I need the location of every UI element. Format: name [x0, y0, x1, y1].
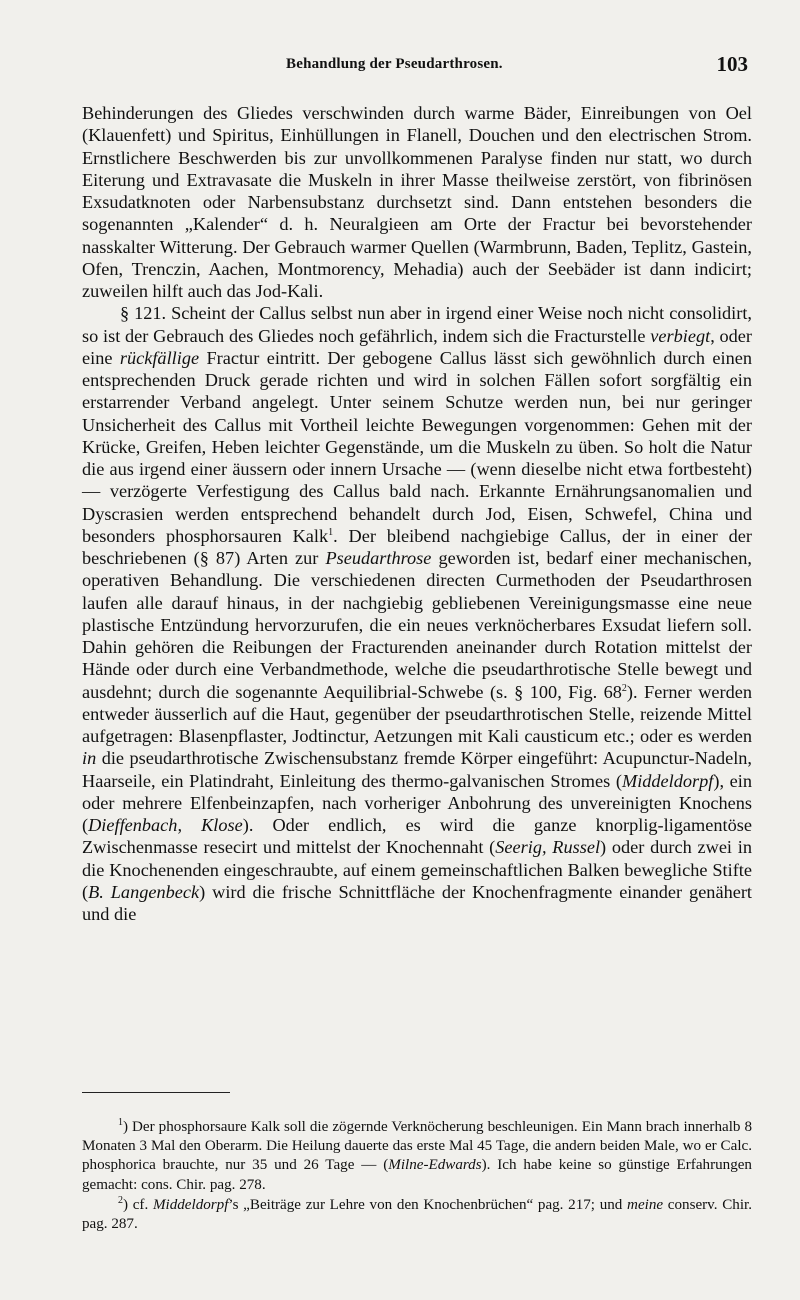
- text-run: die pseudarthrotische Zwischensubstanz fremde Körper eingeführt: Acupunctur-Nadeln, Haarseile, ein Platindraht, Einleitung des thermo-galvanischen Stromes (: [82, 748, 752, 791]
- emphasis-pseudarthrose: Pseudarthrose: [325, 548, 432, 568]
- text-run: ). Ich habe keine so günstige Erfahrungen gemacht: cons. Chir. pag. 278.: [82, 1157, 752, 1193]
- paragraph-section-121: [82, 302, 752, 925]
- footnote-marker-1: 1: [118, 1116, 123, 1128]
- text-run: geworden ist, bedarf einer mechanischen, operativen Behandlung. Die verschiedenen directen Curmethoden der Pseudarthrosen laufen alle darauf hinaus, in der nachgiebig gebliebenen Vereinigungsmasse eine neue plastische Entzündung hervorzurufen, die ein neues verknöcherbares Exsudat liefern soll. Dahin gehören die Reibungen der Fracturenden aneinander durch Rotation mittelst der Hände oder durch eine Verbandmethode, welche die pseudarthrotische Stelle bewegt und ausdehnt; durch die sogenannte Aequilibrial-Schwebe (s. § 100, Fig. 68: [82, 548, 752, 702]
- text-run: , oder eine: [82, 325, 752, 368]
- footnotes: [82, 1118, 752, 1234]
- footnote-divider: [82, 1092, 230, 1093]
- author-seerig-russel: Seerig, Russel: [495, 837, 601, 858]
- footnote-marker-2: 2: [118, 1194, 123, 1206]
- page-header: [0, 52, 800, 80]
- author-langenbeck: B. Langenbeck: [88, 881, 200, 902]
- text-run: . Der bleibend nachgiebige Callus, der in einer der beschriebenen (§ 87) Arten zur: [82, 525, 752, 568]
- footnote-2: [82, 1196, 752, 1234]
- text-run: ). Ferner werden entweder äusserlich auf die Haut, gegenüber der pseudarthrotischen Stelle, reizende Mittel aufgetragen: Blasenpflaster, Jodtinctur, Aetzungen mit Kali causticum etc.; oder es werden: [82, 681, 753, 746]
- emphasis-rueckfaellige: rückfällige: [119, 347, 200, 368]
- emphasis-meine: meine: [627, 1196, 664, 1213]
- text-run: § 121. Scheint der Callus selbst nun aber in irgend einer Weise noch nicht consolidirt, so ist der Gebrauch des Gliedes noch gefährlich, indem sich die Fracturstelle: [82, 303, 752, 346]
- text-run: Fractur eintritt. Der gebogene Callus lässt sich gewöhnlich durch einen entsprechenden Druck gerade richten und wird in solchen Fällen sofort sorgfältig ein erstarrender Verband angelegt. Unter seinem Schutze werden nun, bei nur geringer Unsicherheit des Callus mit Vortheil leichte Bewegungen vorgenommen: Gehen mit der Krücke, Greifen, Heben leichter Gegenstände, um die Muskeln zu üben. So holt die Natur die aus irgend einer äussern oder innern Ursache — (wenn dieselbe nicht etwa fortbesteht) — verzögerte Verfestigung des Callus bald nach. Erkannte Ernährungsanomalien und Dyscrasien werden entsprechend behandelt durch Jod, Eisen, Schwefel, China und besonders phosphorsauren Kalk: [82, 347, 752, 546]
- text-run: ) wird die frische Schnittfläche der Knochenfragmente einander genähert und die: [82, 881, 752, 924]
- text-run: ) cf.: [123, 1196, 153, 1213]
- author-milne-edwards: Milne-Edwards: [388, 1157, 482, 1174]
- running-title: Behandlung der Pseudarthrosen.: [286, 56, 503, 72]
- text-run: ). Oder endlich, es wird die ganze knorplig-ligamentöse Zwischenmasse resecirt und mittelst der Knochennaht (: [82, 815, 752, 858]
- text-run: ’s „Beiträge zur Lehre von den Knochenbrüchen“ pag. 217; und: [228, 1196, 628, 1213]
- author-middeldorpf: Middeldorpf: [621, 770, 714, 791]
- footnote-1: [82, 1118, 752, 1195]
- emphasis-verbiegt: verbiegt: [650, 325, 711, 346]
- main-text: [82, 102, 752, 925]
- paragraph-continuation: Behinderungen des Gliedes verschwinden durch warme Bäder, Einreibungen von Oel (Klauenfett) und Spiritus, Einhüllungen in Flanell, Douchen und den electrischen Strom. Ernstlichere Beschwerden bis zur unvollkommenen Paralyse finden nur statt, wo durch Eiterung und Extravasate die Muskeln in ihrer Masse theilweise zerstört, von fibrinösen Exsudatknoten oder Narbensubstanz durchsetzt sind. Dann entstehen besonders die sogenannten „Kalender“ d. h. Neuralgieen am Orte der Fractur bei bevorstehender nasskalter Witterung. Der Gebrauch warmer Quellen (Warmbrunn, Baden, Teplitz, Gastein, Ofen, Trenczin, Aachen, Montmorency, Mehadia) auch der Seebäder ist dann indicirt; zuweilen hilft auch das Jod-Kali.: [82, 103, 752, 301]
- text-run: ), ein oder mehrere Elfenbeinzapfen, nach vorheriger Anbohrung des unvereinigten Knochens (: [82, 770, 752, 835]
- page-number: 103: [716, 52, 748, 76]
- text-run: ) Der phosphorsaure Kalk soll die zögernde Verknöcherung beschleunigen. Ein Mann brach innerhalb 8 Monaten 3 Mal den Oberarm. Die Heilung dauerte das erste Mal 45 Tage, die andern beiden Male, wo er Calc. phosphorica brauchte, nur 35 und 26 Tage — (: [82, 1119, 752, 1174]
- author-middeldorpf-fn: Middeldorpf: [152, 1196, 229, 1213]
- author-dieffenbach-klose: Dieffenbach, Klose: [88, 815, 243, 835]
- footnote-ref-2[interactable]: 2: [621, 682, 627, 694]
- emphasis-in: in: [82, 748, 97, 769]
- text-run: conserv. Chir. pag. 287.: [82, 1196, 753, 1233]
- footnote-ref-1[interactable]: 1: [328, 526, 334, 538]
- text-run: ) oder durch zwei in die Knochenenden eingeschraubte, auf einem gemeinschaftlichen Balken bewegliche Stifte (: [82, 837, 752, 902]
